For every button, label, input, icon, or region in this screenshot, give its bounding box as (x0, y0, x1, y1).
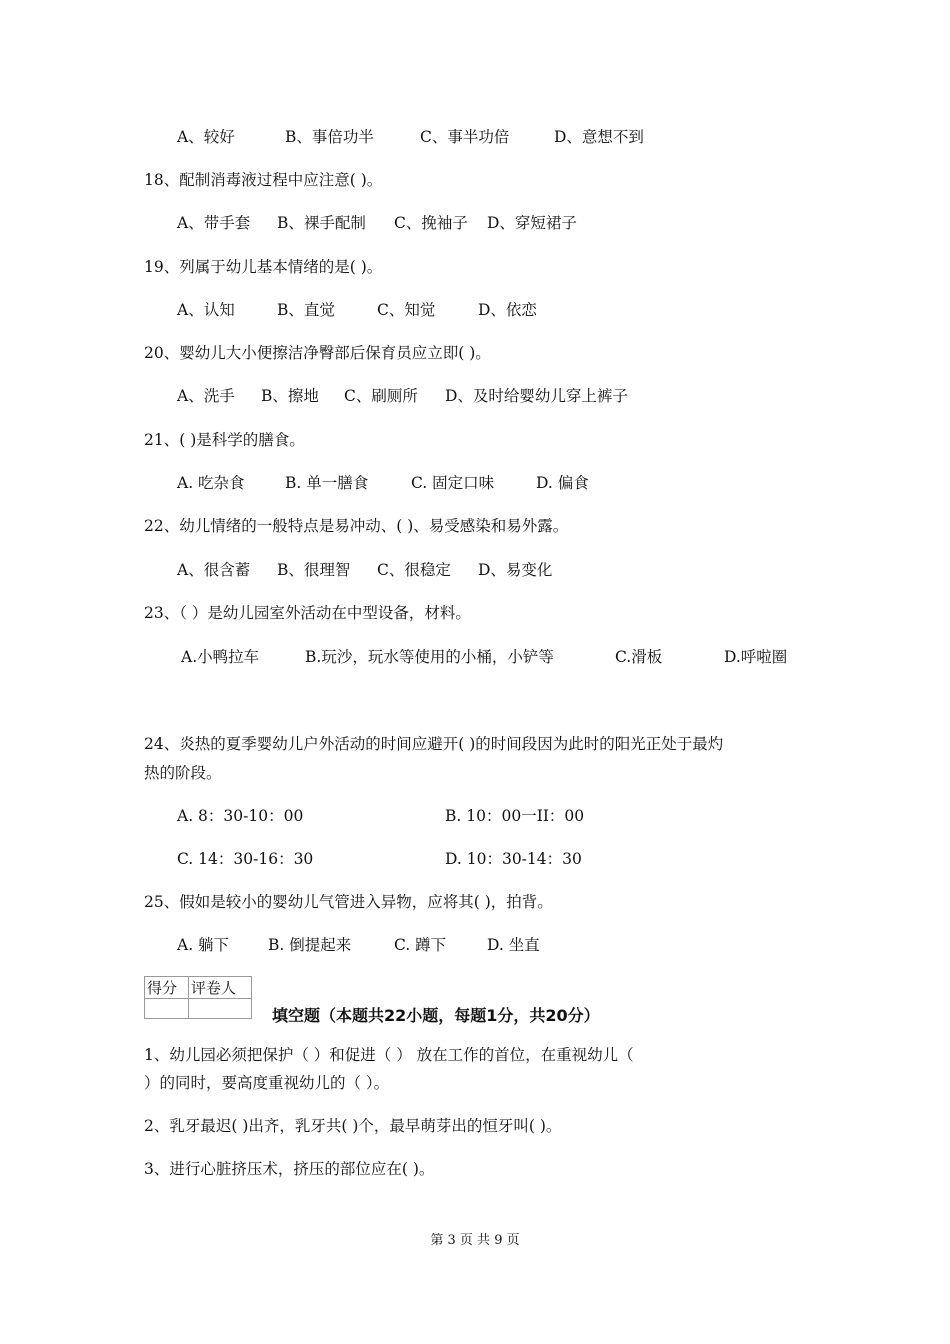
score-header: 得分 (145, 977, 189, 999)
q19-option-d: D、依恋 (478, 301, 537, 319)
question-19-stem: 19、列属于幼儿基本情绪的是( )。 (144, 258, 383, 276)
q21-option-d: D. 偏食 (536, 474, 589, 492)
question-24-stem-line1: 24、炎热的夏季婴幼儿户外活动的时间应避开( )的时间段因为此时的阳光正处于最灼 (144, 735, 724, 753)
q22-option-c: C、很稳定 (377, 561, 451, 579)
q19-option-a: A、认知 (177, 301, 235, 319)
q17-option-d: D、意想不到 (554, 128, 644, 146)
q19-option-b: B、直觉 (277, 301, 335, 319)
q17-option-c: C、事半功倍 (420, 128, 510, 146)
section-title: 填空题（本题共22小题，每题1分，共20分） (272, 1006, 600, 1025)
q23-option-b: B.玩沙，玩水等使用的小桶，小铲等 (305, 648, 554, 666)
q23-option-a: A.小鸭拉车 (181, 648, 260, 666)
q23-option-d: D.呼啦圈 (724, 648, 788, 666)
fill-question-1-line1: 1、幼儿园必须把保护（ ）和促进（ ） 放在工作的首位，在重视幼儿（ (144, 1046, 634, 1064)
q20-option-d: D、及时给婴幼儿穿上裤子 (445, 387, 628, 405)
q24-option-a: A. 8：30-10：00 (177, 807, 304, 825)
question-21-stem: 21、( )是科学的膳食。 (144, 431, 305, 449)
q25-option-d: D. 坐直 (487, 936, 540, 954)
q20-option-c: C、刷厕所 (344, 387, 418, 405)
q20-option-b: B、擦地 (261, 387, 319, 405)
score-cell (145, 999, 189, 1019)
q22-option-d: D、易变化 (478, 561, 553, 579)
q17-option-b: B、事倍功半 (285, 128, 374, 146)
fill-question-3: 3、进行心脏挤压术，挤压的部位应在( )。 (144, 1160, 435, 1178)
q22-option-b: B、很理智 (277, 561, 351, 579)
q17-option-a: A、较好 (177, 128, 235, 146)
q25-option-b: B. 倒提起来 (268, 936, 352, 954)
question-18-stem: 18、配制消毒液过程中应注意( )。 (144, 171, 383, 189)
q23-option-c: C.滑板 (615, 648, 663, 666)
q19-option-c: C、知觉 (377, 301, 436, 319)
q18-option-b: B、裸手配制 (277, 214, 366, 232)
grader-header: 评卷人 (189, 977, 252, 999)
question-22-stem: 22、幼儿情绪的一般特点是易冲动、( )、易受感染和易外露。 (144, 517, 569, 535)
question-20-stem: 20、婴幼儿大小便擦洁净臀部后保育员应立即( )。 (144, 344, 491, 362)
question-25-stem: 25、假如是较小的婴幼儿气管进入异物，应将其( )，拍背。 (144, 893, 553, 911)
page-footer: 第 3 页 共 9 页 (430, 1233, 520, 1248)
question-23-stem: 23、（ ）是幼儿园室外活动在中型设备，材料。 (144, 604, 471, 622)
q25-option-a: A. 躺下 (177, 936, 230, 954)
q20-option-a: A、洗手 (177, 387, 235, 405)
q18-option-d: D、穿短裙子 (487, 214, 577, 232)
q18-option-a: A、带手套 (177, 214, 251, 232)
question-24-stem-line2: 热的阶段。 (144, 764, 222, 782)
q18-option-c: C、挽袖子 (394, 214, 468, 232)
fill-question-2: 2、乳牙最迟( )出齐，乳牙共( )个，最早萌芽出的恒牙叫( )。 (144, 1117, 562, 1135)
score-table (144, 976, 252, 1019)
q24-option-c: C. 14：30-16：30 (177, 850, 314, 868)
q21-option-c: C. 固定口味 (411, 474, 495, 492)
fill-question-1-line2: ）的同时，要高度重视幼儿的（ ）。 (144, 1074, 390, 1092)
q24-option-d: D. 10：30-14：30 (445, 850, 582, 868)
q25-option-c: C. 蹲下 (394, 936, 447, 954)
q24-option-b: B. 10：00一II：00 (445, 807, 585, 825)
q21-option-b: B. 单一膳食 (285, 474, 369, 492)
grader-cell (189, 999, 252, 1019)
q22-option-a: A、很含蓄 (177, 561, 251, 579)
q21-option-a: A. 吃杂食 (177, 474, 245, 492)
